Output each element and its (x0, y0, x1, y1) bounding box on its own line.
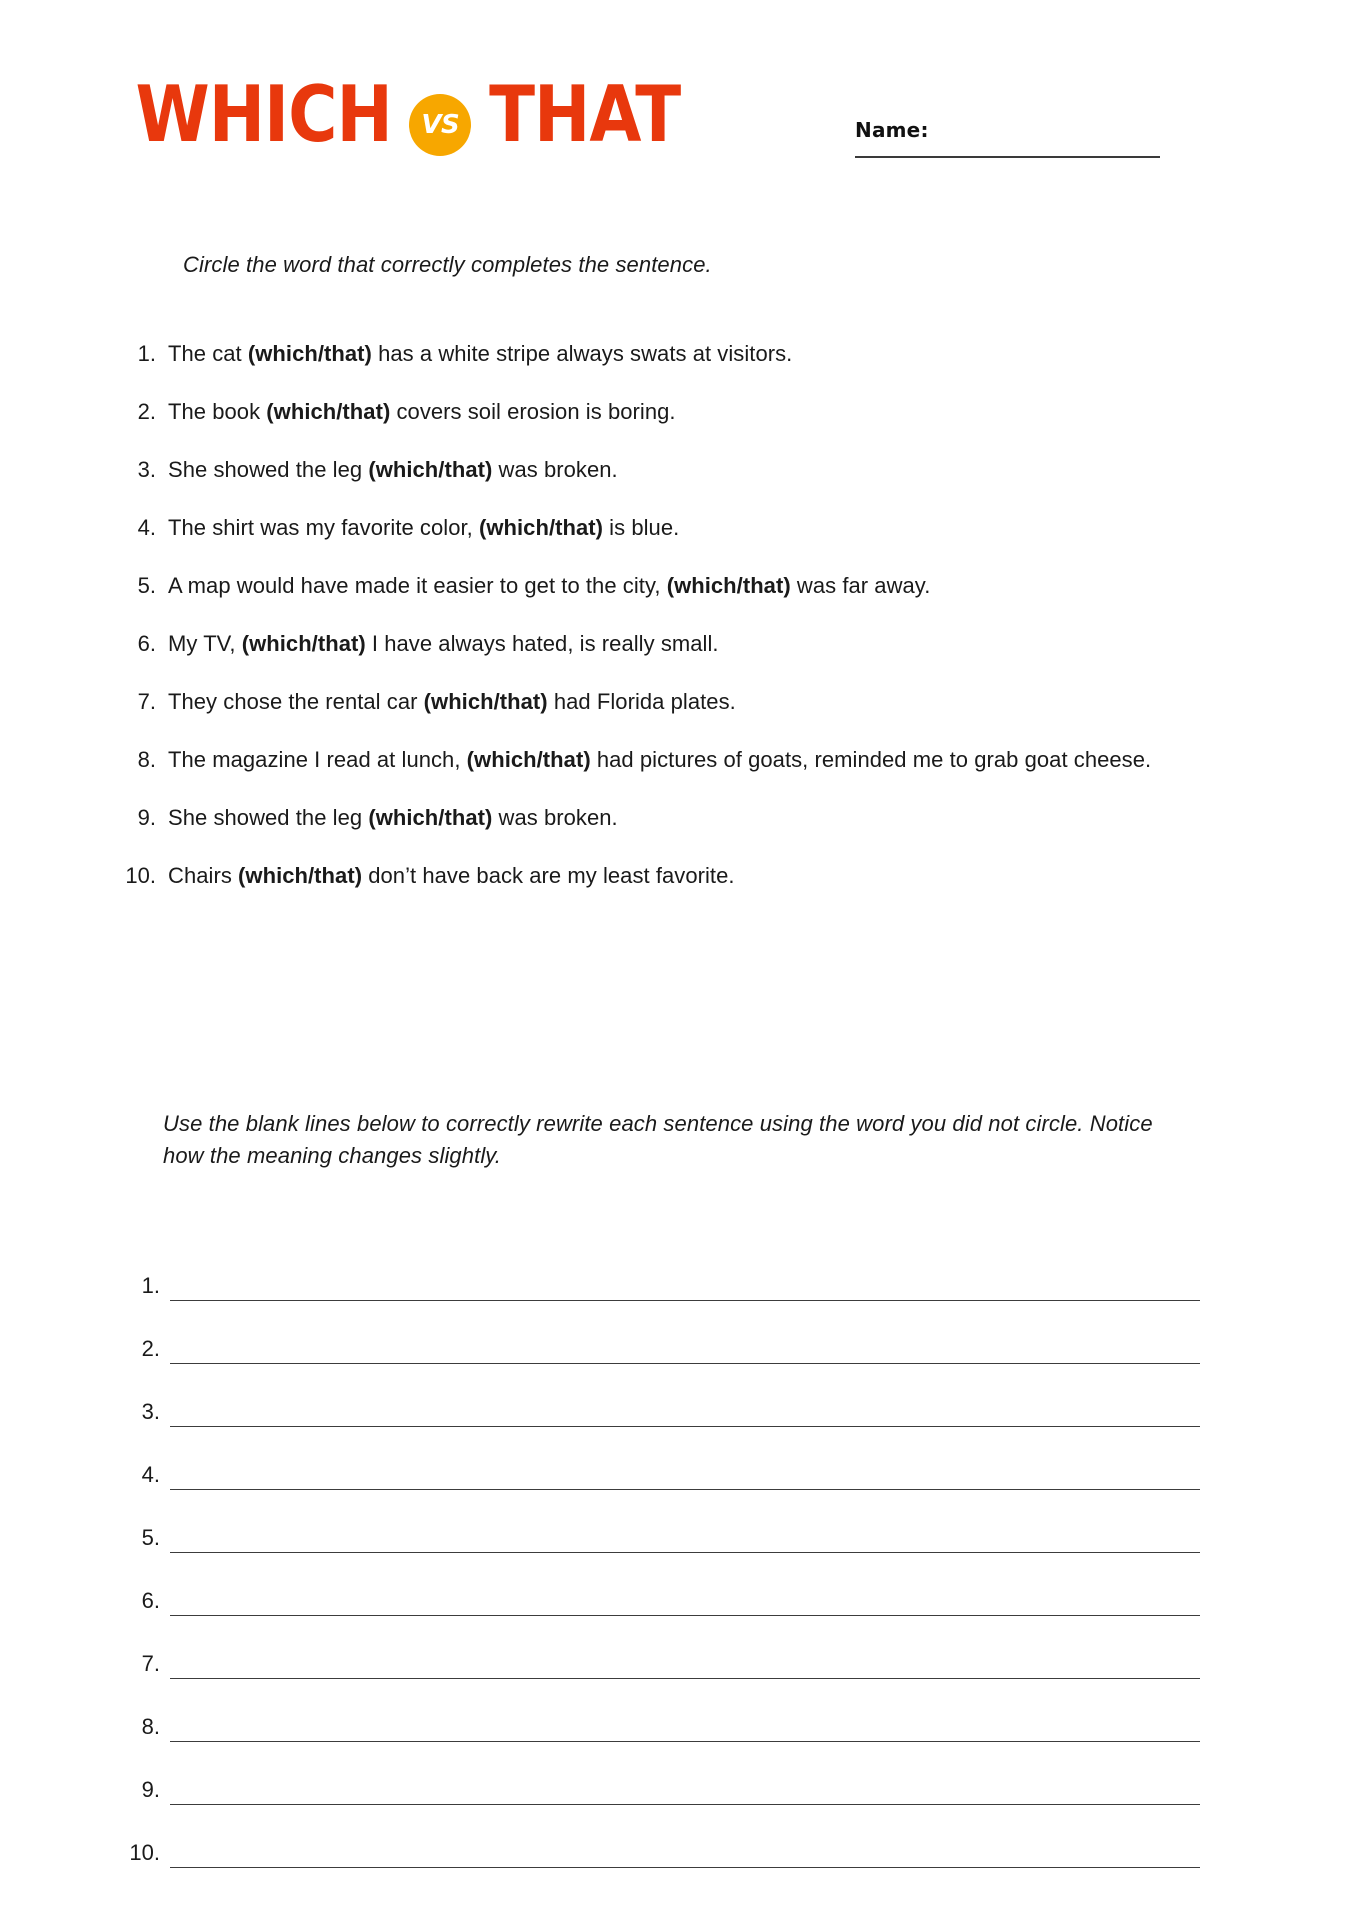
instruction-circle-word: Circle the word that correctly completes the sentence. (183, 252, 712, 277)
question-text-after: is blue. (603, 515, 680, 540)
question-choice-options[interactable]: (which/that) (478, 515, 604, 540)
question-choice-options[interactable]: (which/that) (247, 341, 372, 366)
question-text-before: She showed the leg (168, 805, 369, 830)
question-text-before: She showed the leg (168, 457, 369, 482)
answer-number: 1. (141, 1273, 160, 1298)
question-row (120, 743, 1210, 776)
question-text (168, 511, 1210, 544)
name-label: Name: (855, 118, 929, 142)
question-number: 5. (137, 573, 156, 598)
question-text-before: The shirt was my favorite color, (168, 515, 479, 540)
answer-number: 4. (141, 1462, 160, 1487)
answer-row (110, 1616, 1220, 1679)
answer-write-line[interactable] (170, 1614, 1200, 1616)
question-text-before: My TV, (168, 631, 242, 656)
question-text-before: The magazine I read at lunch, (168, 747, 467, 772)
answer-number: 3. (141, 1399, 160, 1424)
question-number: 8. (137, 747, 156, 772)
question-list (120, 337, 1210, 917)
answer-row (110, 1364, 1220, 1427)
question-row (120, 859, 1210, 892)
question-text-after: don’t have back are my least favorite. (362, 863, 735, 888)
answer-number: 2. (141, 1336, 160, 1361)
vs-badge-icon (409, 94, 471, 156)
question-choice-options[interactable]: (which/that) (241, 631, 366, 656)
question-choice-options[interactable]: (which/that) (666, 573, 791, 598)
question-text-after: has a white stripe always swats at visitors. (371, 341, 793, 366)
answer-write-line[interactable] (170, 1551, 1200, 1553)
question-row (120, 685, 1210, 718)
question-choice-options[interactable]: (which/that) (368, 457, 493, 482)
answer-write-line[interactable] (170, 1866, 1200, 1868)
answer-write-line[interactable] (170, 1488, 1200, 1490)
question-number: 4. (137, 515, 156, 540)
question-text (168, 743, 1210, 776)
answer-row (110, 1742, 1220, 1805)
question-text-before: Chairs (168, 863, 239, 888)
question-number: 10. (125, 863, 156, 888)
question-text-after: I have always hated, is really small. (365, 631, 719, 656)
question-text (168, 395, 1210, 428)
vs-badge-label: VS (421, 110, 460, 140)
worksheet-title (135, 69, 681, 160)
question-text-after: was broken. (492, 457, 618, 482)
question-text-after: had pictures of goats, reminded me to grab goat cheese. (590, 747, 1152, 772)
answer-write-line[interactable] (170, 1362, 1200, 1364)
answer-number: 10. (129, 1840, 160, 1865)
question-text-before: The book (168, 399, 267, 424)
answer-number: 5. (141, 1525, 160, 1550)
question-row (120, 453, 1210, 486)
answer-row (110, 1805, 1220, 1868)
answer-number: 9. (141, 1777, 160, 1802)
question-row (120, 569, 1210, 602)
question-text-after: covers soil erosion is boring. (390, 399, 676, 424)
answer-write-line[interactable] (170, 1677, 1200, 1679)
title-word-that: THAT (489, 69, 681, 160)
answer-line-list (110, 1238, 1220, 1868)
answer-write-line[interactable] (170, 1299, 1200, 1301)
answer-number: 7. (141, 1651, 160, 1676)
question-text (168, 859, 1210, 892)
instruction-rewrite: Use the blank lines below to correctly rewrite each sentence using the word you did not circle. Notice how the meaning changes slightly. (163, 1111, 1153, 1168)
answer-number: 6. (141, 1588, 160, 1613)
question-text-after: was far away. (790, 573, 931, 598)
question-number: 6. (137, 631, 156, 656)
question-choice-options[interactable]: (which/that) (423, 689, 548, 714)
question-row (120, 511, 1210, 544)
question-text (168, 627, 1210, 660)
question-choice-options[interactable]: (which/that) (238, 863, 363, 888)
question-number: 2. (137, 399, 156, 424)
title-word-which: WHICH (135, 69, 392, 160)
answer-write-line[interactable] (170, 1740, 1200, 1742)
question-text-after: was broken. (492, 805, 618, 830)
answer-row (110, 1238, 1220, 1301)
question-number: 9. (137, 805, 156, 830)
question-number: 7. (137, 689, 156, 714)
question-choice-options[interactable]: (which/that) (466, 747, 591, 772)
question-text (168, 685, 1210, 718)
question-text-before: The cat (168, 341, 248, 366)
answer-row (110, 1301, 1220, 1364)
question-row (120, 395, 1210, 428)
question-text-after: had Florida plates. (547, 689, 736, 714)
question-choice-options[interactable]: (which/that) (368, 805, 493, 830)
name-input-line[interactable] (855, 156, 1160, 158)
question-number: 3. (137, 457, 156, 482)
answer-number: 8. (141, 1714, 160, 1739)
question-text-before: A map would have made it easier to get to the city, (168, 573, 667, 598)
question-row (120, 627, 1210, 660)
question-text-before: They chose the rental car (168, 689, 424, 714)
worksheet-header (0, 0, 1350, 200)
answer-row (110, 1427, 1220, 1490)
answer-write-line[interactable] (170, 1803, 1200, 1805)
question-text (168, 801, 1210, 834)
question-text (168, 453, 1210, 486)
question-choice-options[interactable]: (which/that) (266, 399, 391, 424)
question-row (120, 337, 1210, 370)
answer-row (110, 1553, 1220, 1616)
question-number: 1. (137, 341, 156, 366)
answer-write-line[interactable] (170, 1425, 1200, 1427)
answer-row (110, 1679, 1220, 1742)
answer-row (110, 1490, 1220, 1553)
question-text (168, 337, 1210, 370)
question-text (168, 569, 1210, 602)
name-field-group (855, 118, 1160, 158)
question-row (120, 801, 1210, 834)
